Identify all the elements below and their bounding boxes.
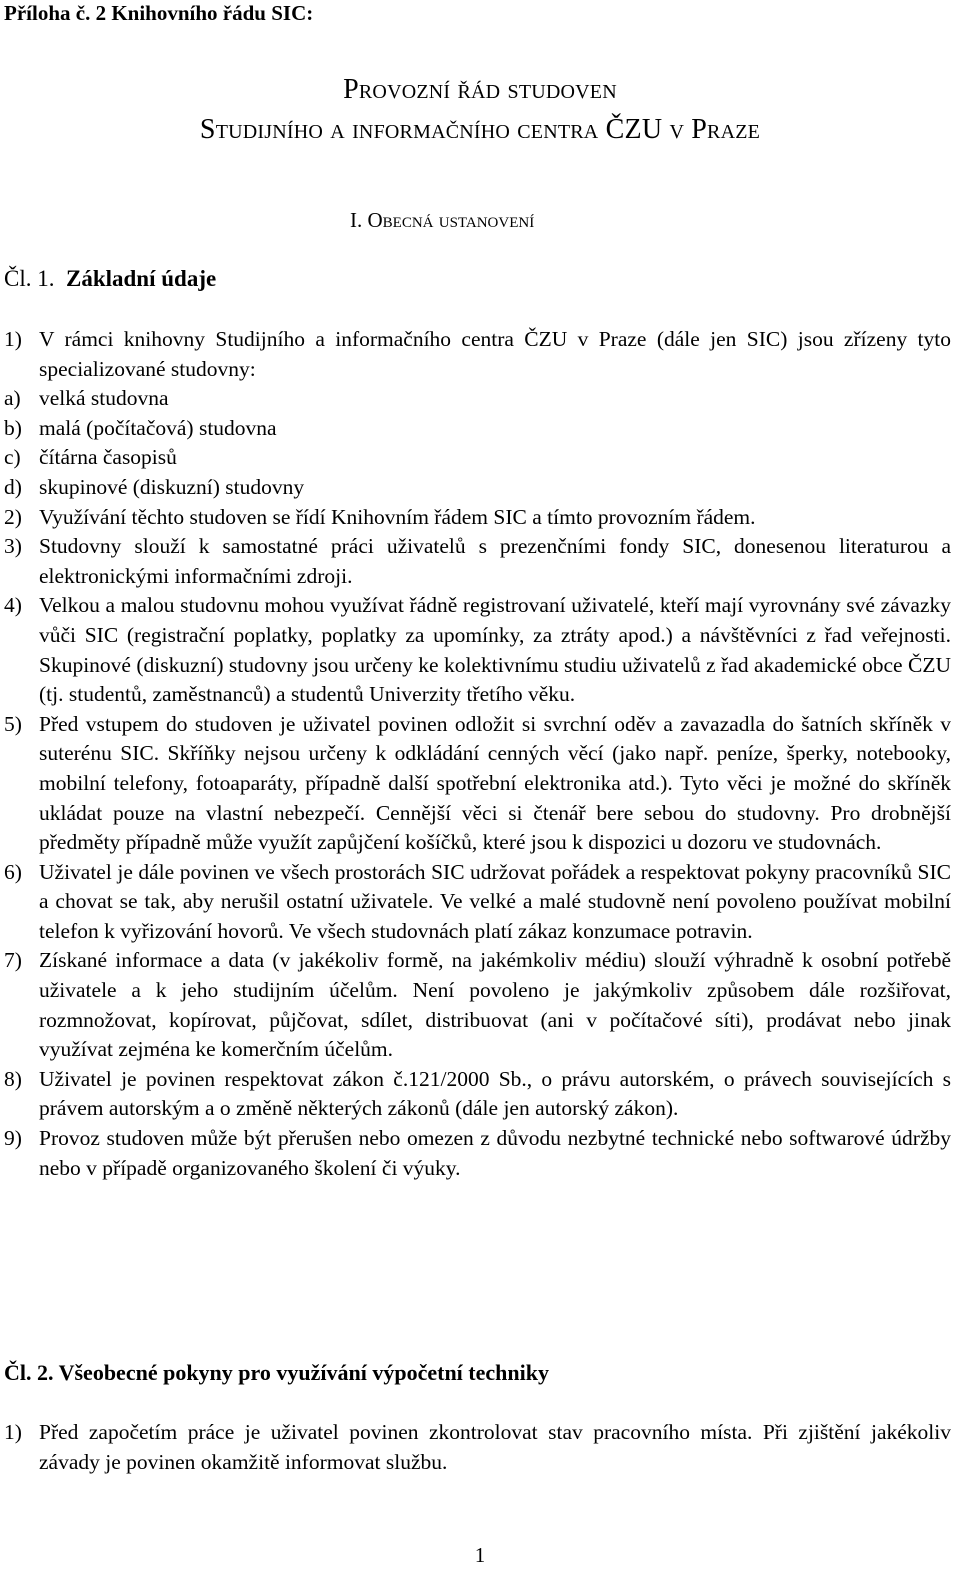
item-text: malá (počítačová) studovna xyxy=(39,415,277,440)
list-item xyxy=(4,1418,951,1477)
item-text: velká studovna xyxy=(39,386,169,411)
document-title-line-1 xyxy=(0,72,960,108)
list-item xyxy=(4,473,951,503)
item-number: 6) xyxy=(4,859,22,884)
list-item xyxy=(4,1065,951,1124)
list-item xyxy=(4,858,951,947)
article-2-heading xyxy=(4,1358,549,1388)
item-number: c) xyxy=(4,445,21,470)
item-text: Uživatel je dále povinen ve všech prostorách SIC udržovat pořádek a respektovat pokyny pracovníků SIC a chovat se tak, aby nerušil ostatní uživatele. Ve velké a malé studovně není povoleno používat mobilní telefon k vyřizování hovorů. Ve všech studovnách platí zákaz konzumace potravin. xyxy=(39,859,951,943)
title-line-2-text: Studijního a informačního centra ČZU v Praze xyxy=(199,114,761,145)
item-number: b) xyxy=(4,415,22,440)
item-number: a) xyxy=(4,386,21,411)
article-2-list xyxy=(4,1418,951,1477)
item-number: 1) xyxy=(4,327,22,351)
item-text: Před vstupem do studoven je uživatel povinen odložit si svrchní oděv a zavazadla do šatních skříněk v suterénu SIC. Skříňky nejsou určeny k odkládání cenných věcí (jako např. peníze, šperky, notebooky, mobilní telefony, fotoaparáty, případně další spotřební elektronika atd.). Tyto věci je možné do skříněk ukládat pouze na vlastní nebezpečí. Cennější věci si čtenář bere sebou do studovny. Pro drobnější předměty případně může využít zapůjčení košíčků, které jsou k dispozici u dozoru ve studovnách. xyxy=(39,711,951,855)
item-number: 2) xyxy=(4,504,22,529)
article-2-label: Čl. 2. xyxy=(4,1360,54,1385)
article-1-heading xyxy=(4,264,216,294)
list-item xyxy=(4,503,951,533)
article-1-label: Čl. 1. xyxy=(4,266,55,291)
item-number: 4) xyxy=(4,593,22,618)
item-number: 8) xyxy=(4,1066,22,1091)
list-item xyxy=(4,443,951,473)
item-text: Studovny slouží k samostatné práci uživatelů s prezenčními fondy SIC, donesenou literaturou a elektronickými informačními zdroji. xyxy=(39,534,951,588)
document-title-line-2 xyxy=(0,112,960,148)
item-number: 5) xyxy=(4,711,22,736)
item-number: 1) xyxy=(4,1420,22,1444)
list-item xyxy=(4,710,951,858)
article-2-title: Všeobecné pokyny pro využívání výpočetní techniky xyxy=(58,1360,549,1385)
item-text: Využívání těchto studoven se řídí Knihovním řádem SIC a tímto provozním řádem. xyxy=(39,504,756,529)
item-text: Uživatel je povinen respektovat zákon č.121/2000 Sb., o právu autorském, o právech souvisejících s právem autorským a o změně některých zákonů (dále jen autorský zákon). xyxy=(39,1066,951,1121)
item-text: Velkou a malou studovnu mohou využívat řádně registrovaní uživatelé, kteří mají vyrovnány své závazky vůči SIC (registrační poplatky, poplatky za upomínky, za ztráty apod.) a návštěvníci z řad veřejnosti. Skupinové (diskuzní) studovny jsou určeny ke kolektivnímu studiu uživatelů z řad akademické obce ČZU (tj. studentů, zaměstnanců) a studentů Univerzity třetího věku. xyxy=(39,593,951,707)
item-text: V rámci knihovny Studijního a informačního centra ČZU v Praze (dále jen SIC) jsou zřízeny tyto specializované studovny: xyxy=(39,327,951,381)
item-text: Získané informace a data (v jakékoliv formě, na jakémkoliv médiu) slouží výhradně k osobní potřebě uživatele a k jeho studijním účelům. Není povoleno je jakýmkoliv způsobem dále rozšiřovat, rozmnožovat, kopírovat, půjčovat, sdílet, distribuovat (ani v počítačové síti), prodávat nebo jinak využívat zejména ke komerčním účelům. xyxy=(39,948,951,1062)
item-number: 7) xyxy=(4,948,22,973)
section-heading: I. Obecná ustanovení xyxy=(350,208,535,232)
list-item xyxy=(4,325,951,384)
list-item xyxy=(4,591,951,709)
item-text: Před započetím práce je uživatel povinen zkontrolovat stav pracovního místa. Při zjištění jakékoliv závady je povinen okamžitě informovat službu. xyxy=(39,1420,951,1474)
article-1-title: Základní údaje xyxy=(65,266,217,291)
item-number: 9) xyxy=(4,1126,22,1151)
list-item xyxy=(4,532,951,591)
list-item xyxy=(4,1124,951,1183)
item-text: čítárna časopisů xyxy=(39,445,177,470)
item-number: 3) xyxy=(4,534,22,559)
item-text: Provoz studoven může být přerušen nebo omezen z důvodu nezbytné technické nebo softwarové údržby nebo v případě organizovaného školení či výuky. xyxy=(39,1126,951,1180)
title-line-1-text: Provozní řád studoven xyxy=(343,74,617,105)
list-item xyxy=(4,414,951,444)
list-item xyxy=(4,384,951,414)
article-1-list xyxy=(4,325,951,1183)
item-text: skupinové (diskuzní) studovny xyxy=(39,474,305,499)
item-number: d) xyxy=(4,474,22,499)
page-number: 1 xyxy=(474,1543,486,1567)
appendix-heading: Příloha č. 2 Knihovního řádu SIC: xyxy=(4,1,314,25)
list-item xyxy=(4,946,951,1064)
